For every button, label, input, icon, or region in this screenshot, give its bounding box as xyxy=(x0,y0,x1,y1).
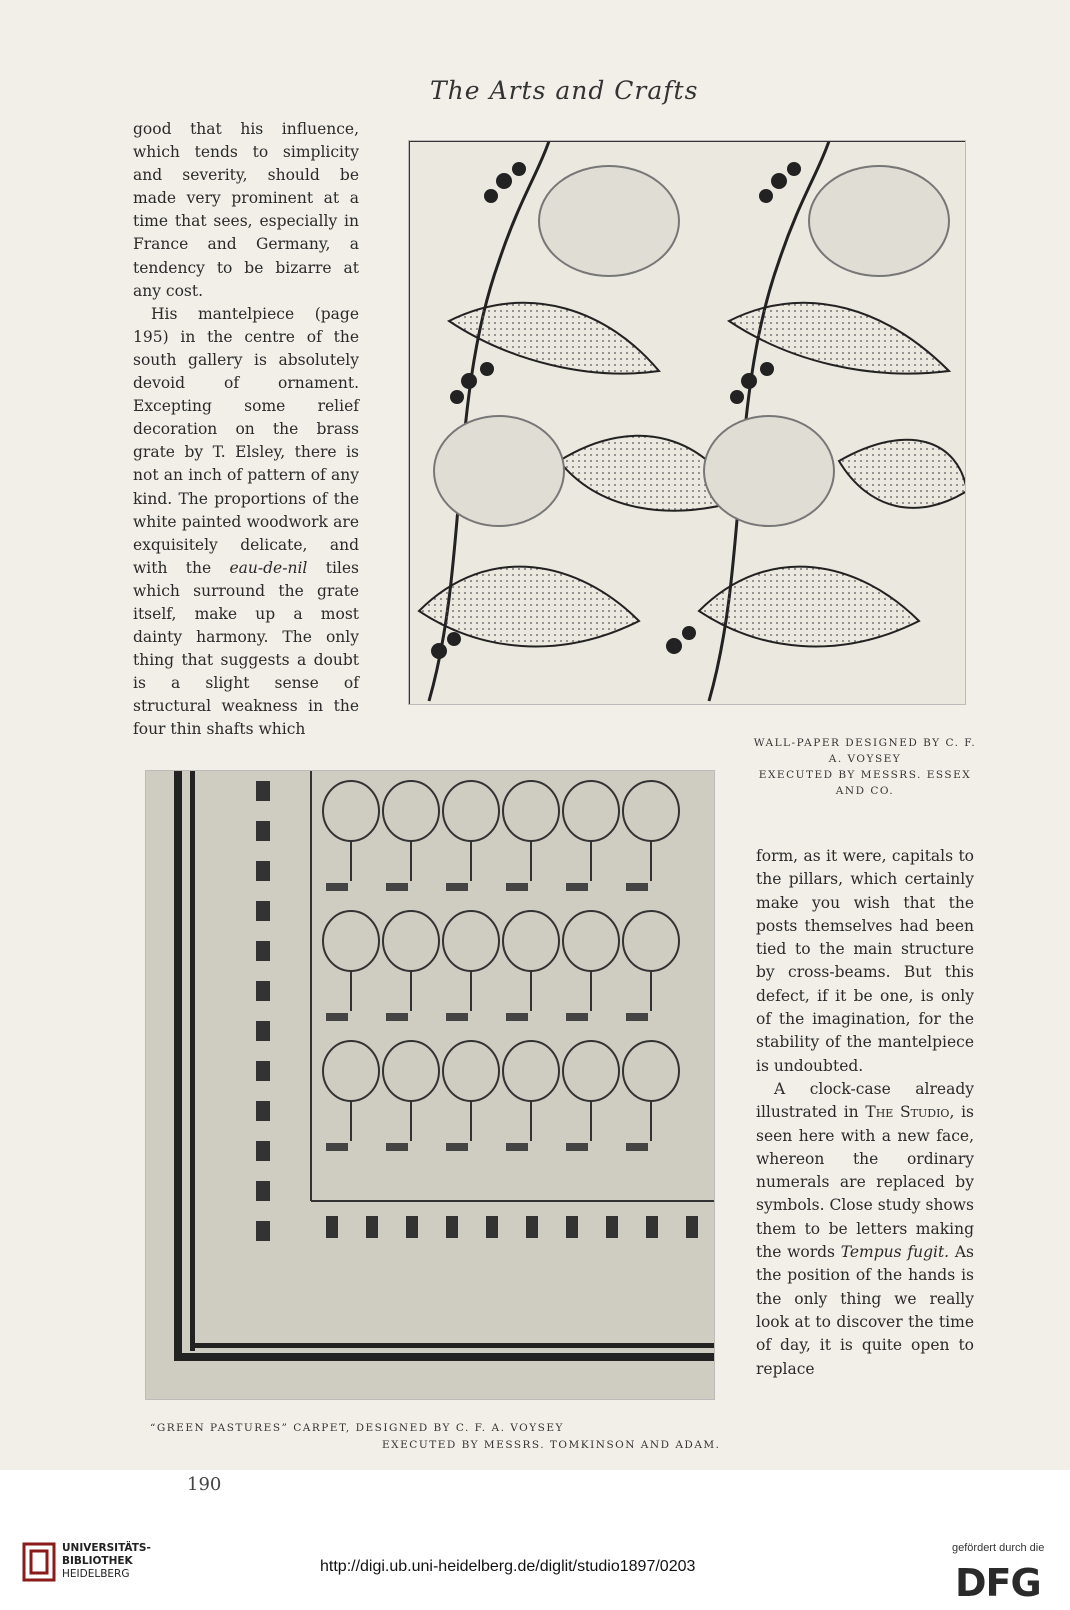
right-text-column xyxy=(756,845,974,1381)
wallpaper-caption xyxy=(748,735,982,799)
left-text-column xyxy=(133,118,359,742)
dfg-logo-icon: DFG xyxy=(955,1561,1041,1605)
right-paragraph-1: form, as it were, capitals to the pillars, which certainly make you wish that the posts themselves had been tied to the main structure by cross-beams. But this defect, if it be one, is only of the imagination, for the stability of the mantelpiece is undoubted. xyxy=(756,847,974,1075)
university-library-name: UNIVERSITÄTS- BIBLIOTHEK HEIDELBERG xyxy=(62,1542,151,1580)
wallpaper-pattern xyxy=(409,141,966,705)
wallpaper-caption-line-2: EXECUTED BY MESSRS. ESSEX AND CO. xyxy=(758,769,972,797)
funding-note: gefördert durch die xyxy=(952,1542,1045,1554)
carpet-caption-line-1: “GREEN PASTURES” CARPET, DESIGNED BY C. F. A. VOYSEY xyxy=(150,1422,564,1434)
left-paragraph-2: His mantelpiece (page 195) in the centre of the south gallery is absolutely devoid of ornament. Excepting some relief decoration on the brass grate by T. Elsley, there is not an inch of pattern of any kind. The proportions of the white painted woodwork are exquisitely delicate, and with the eau-de-nil tiles which surround the grate itself, make up a most dainty harmony. The only thing that suggests a doubt is a slight sense of structural weakness in the four thin shafts which xyxy=(133,304,359,739)
digital-library-footer xyxy=(0,1528,1070,1610)
carpet-pattern xyxy=(146,771,715,1400)
right-paragraph-2: A clock-case already illustrated in The Studio, is seen here with a new face, whereon the ordinary numerals are replaced by symbols. Close study shows them to be letters making the words Tempus fugit. As the position of the hands is the only thing we really look at to discover the time of day, it is quite open to replace xyxy=(756,1079,974,1378)
page-number: 190 xyxy=(187,1474,222,1495)
running-head: The Arts and Crafts xyxy=(430,76,699,105)
carpet-illustration xyxy=(145,770,715,1400)
university-library-logo-icon xyxy=(22,1542,56,1582)
left-paragraph-1: good that his influence, which tends to simplicity and severity, should be made very prominent at a time that sees, especially in France and Germany, a tendency to be bizarre at any cost. xyxy=(133,120,359,300)
wallpaper-illustration xyxy=(408,140,966,705)
source-url-link[interactable]: http://digi.ub.uni-heidelberg.de/diglit/studio1897/0203 xyxy=(320,1558,696,1575)
carpet-caption-line-2: EXECUTED BY MESSRS. TOMKINSON AND ADAM. xyxy=(382,1439,721,1451)
carpet-caption xyxy=(150,1420,730,1454)
wallpaper-caption-line-1: WALL-PAPER DESIGNED BY C. F. A. VOYSEY xyxy=(753,737,977,765)
